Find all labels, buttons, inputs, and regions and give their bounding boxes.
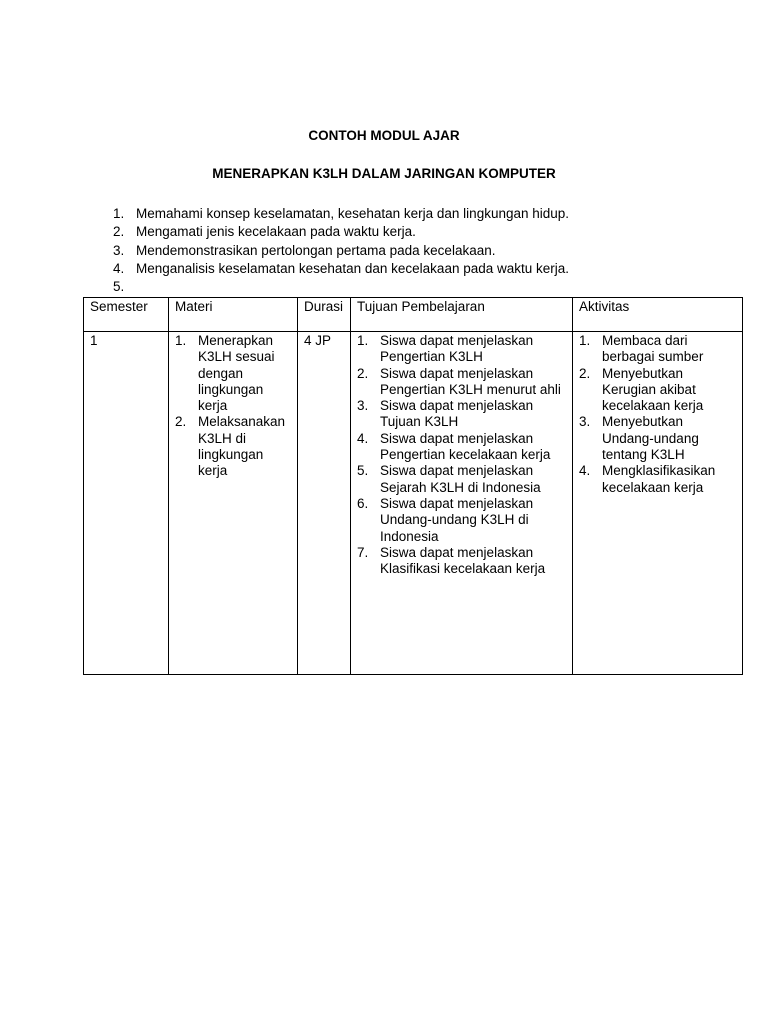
item-number: 3. — [357, 398, 369, 414]
cell-tujuan — [351, 332, 573, 675]
list-item — [357, 366, 566, 399]
objective-number: 1. — [113, 206, 125, 221]
objective-text: Memahami konsep keselamatan, kesehatan kerja dan lingkungan hidup. — [136, 206, 570, 221]
list-item — [579, 333, 736, 366]
list-item — [357, 496, 566, 545]
item-text: Mengklasifikasikan kecelakaan kerja — [602, 463, 716, 495]
item-number: 2. — [357, 365, 369, 381]
header-aktivitas: Aktivitas — [573, 298, 743, 332]
item-text: Menyebutkan Undang-undang tentang K3LH — [602, 414, 699, 463]
item-number: 3. — [579, 414, 591, 430]
materi-list — [175, 333, 291, 480]
document-subtitle: MENERAPKAN K3LH DALAM JARINGAN KOMPUTER — [212, 166, 556, 181]
item-text: Siswa dapat menjelaskan Pengertian K3LH — [380, 333, 534, 365]
list-item — [175, 333, 291, 414]
list-item — [579, 463, 736, 496]
table-row — [84, 332, 743, 675]
list-item — [175, 414, 291, 479]
header-materi: Materi — [169, 298, 298, 332]
cell-materi — [169, 332, 298, 675]
cell-aktivitas — [573, 332, 743, 675]
item-number: 1. — [175, 333, 187, 348]
item-text: Siswa dapat menjelaskan Pengertian K3LH menurut ahli — [380, 365, 561, 397]
item-number: 1. — [357, 333, 369, 348]
objective-number: 4. — [113, 260, 125, 276]
objective-text: Mendemonstrasikan pertolongan pertama pada kecelakaan. — [136, 242, 496, 258]
list-item — [357, 463, 566, 496]
list-item — [357, 333, 566, 366]
item-text: Siswa dapat menjelaskan Klasifikasi kecelakaan kerja — [380, 544, 546, 577]
item-text: Siswa dapat menjelaskan Undang-undang K3LH di Indonesia — [380, 495, 534, 544]
item-text: Melaksanakan K3LH di lingkungan kerja — [198, 414, 286, 479]
item-number: 6. — [357, 495, 369, 511]
item-text: Siswa dapat menjelaskan Tujuan K3LH — [380, 398, 534, 430]
list-item — [357, 398, 566, 431]
list-item — [357, 431, 566, 464]
list-item — [579, 366, 736, 415]
cell-semester: 1 — [84, 332, 169, 675]
objective-number: 3. — [113, 242, 125, 258]
objective-number: 5. — [113, 279, 125, 295]
item-number: 7. — [357, 544, 369, 560]
cell-durasi: 4 JP — [298, 332, 351, 675]
table-header-row — [84, 298, 743, 332]
objective-number: 2. — [113, 224, 125, 240]
objective-item — [113, 223, 569, 241]
module-table — [83, 297, 743, 675]
item-text: Siswa dapat menjelaskan Sejarah K3LH di Indonesia — [380, 463, 541, 495]
aktivitas-list — [579, 333, 736, 496]
header-tujuan: Tujuan Pembelajaran — [351, 298, 573, 332]
objective-text: Mengamati jenis kecelakaan pada waktu kerja. — [136, 224, 416, 240]
objective-item — [113, 260, 569, 278]
header-semester: Semester — [84, 298, 169, 332]
objective-item — [113, 205, 569, 223]
item-text: Menyebutkan Kerugian akibat kecelakaan kerja — [602, 365, 704, 414]
item-number: 2. — [579, 365, 591, 381]
objective-item — [113, 242, 569, 260]
header-durasi: Durasi — [298, 298, 351, 332]
item-number: 4. — [357, 430, 369, 446]
item-number: 1. — [579, 333, 591, 348]
objective-text: Menganalisis keselamatan kesehatan dan kecelakaan pada waktu kerja. — [136, 260, 570, 276]
item-number: 4. — [579, 463, 591, 479]
item-text: Siswa dapat menjelaskan Pengertian kecelakaan kerja — [380, 430, 551, 463]
list-item — [579, 414, 736, 463]
item-text: Membaca dari berbagai sumber — [602, 333, 704, 365]
objectives-list — [113, 205, 569, 296]
item-text: Menerapkan K3LH sesuai dengan lingkungan kerja — [198, 333, 275, 414]
list-item — [357, 545, 566, 578]
item-number: 5. — [357, 463, 369, 479]
document-title: CONTOH MODUL AJAR — [308, 128, 460, 143]
objective-item — [113, 278, 569, 296]
item-number: 2. — [175, 414, 187, 430]
tujuan-list — [357, 333, 566, 577]
